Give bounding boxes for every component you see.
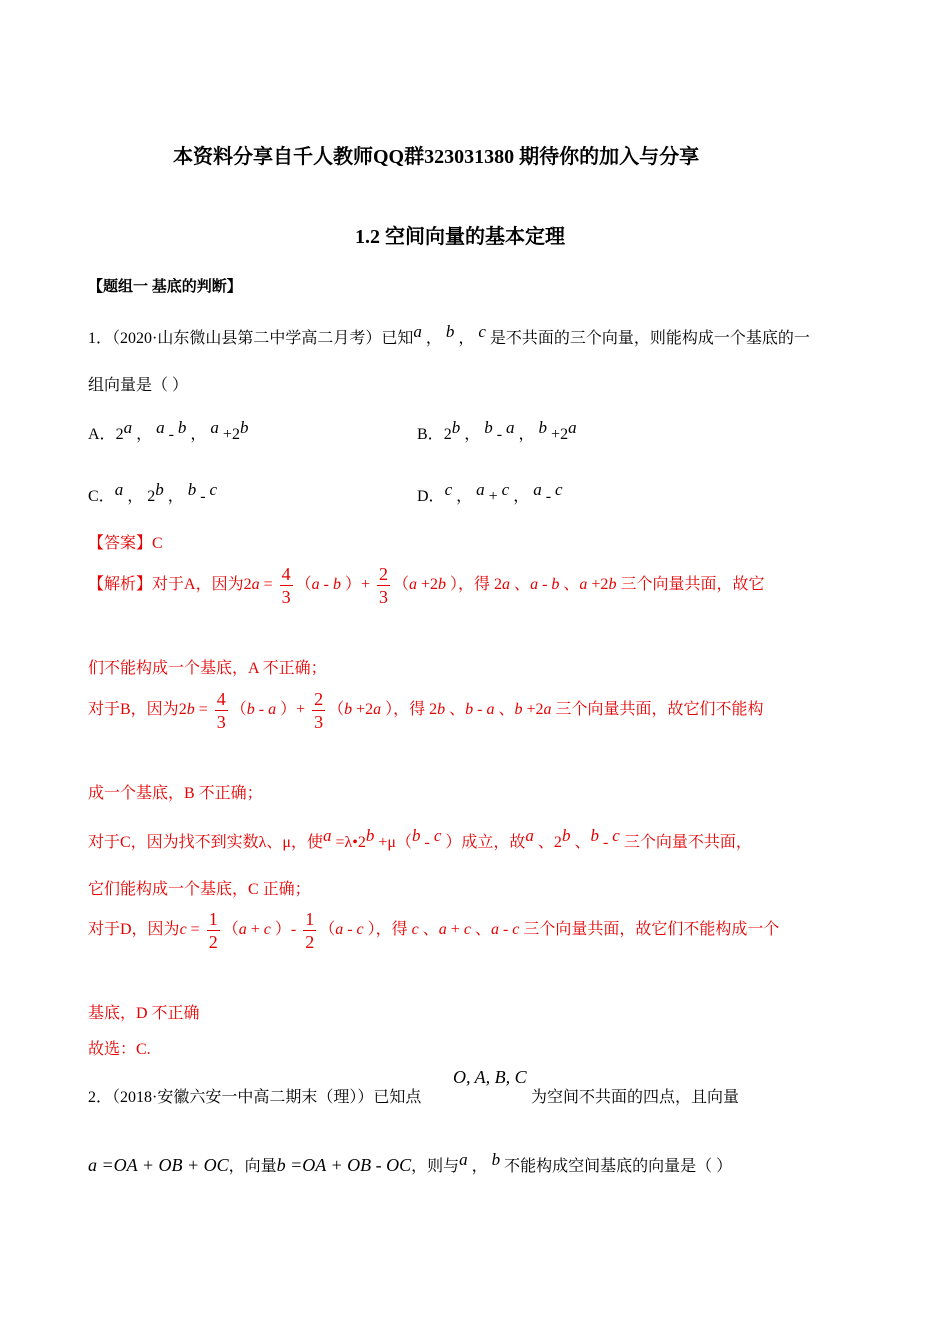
analysis-b-line2: 成一个基底，B 不正确； [88,785,263,802]
analysis-a-line1: 【解析】对于A，因为2a = $\frac{4}{3}$ （a - b ）+ $\frac{2}{3}$ （a +2b ），得 2a 、a - b 、a +2b 三个向量共面，故它 [88,564,765,607]
page-title: 1.2 空间向量的基本定理 [355,226,565,248]
question-2-stem-cont: 为空间不共面的四点，且向量 [531,1089,740,1106]
question-2-stem: 2．（2018·安徽六安一中高二期末（理））已知点 [88,1089,422,1106]
question-2-vectors: a =OA + OB + OC，向量b =OA + OB - OC，则与a ， b 不能构成空间基底的向量是（ ） [88,1150,733,1175]
option-a: A．2a ， a - b ， a +2b [88,418,249,443]
analysis-d-line2: 基底，D 不正确 [88,1005,200,1022]
conclusion: 故选：C. [88,1041,151,1058]
analysis-c-line2: 它们能构成一个基底，C 正确； [88,881,311,898]
option-c: C．a ， 2b ， b - c [88,480,218,505]
option-d: D．c ， a + c ， a - c [417,480,563,505]
analysis-a-line2: 们不能构成一个基底，A 不正确； [88,660,327,677]
answer-label: 【答案】C [88,535,163,552]
analysis-b-line1: 对于B，因为2b = $\frac{4}{3}$ （b - a ）+ $\frac{2}{3}$ （b +2a ），得 2b 、b - a 、b +2a 三个向量共面，故它们不能构 [88,689,764,732]
option-b: B．2b ， b - a ， b +2a [417,418,577,443]
points-label: O, A, B, C [453,1067,527,1087]
section-heading: 【题组一 基底的判断】 [88,279,242,295]
analysis-d-line1: 对于D，因为c = $\frac{1}{2}$ （a + c ）- $\frac{1}{2}$ （a - c ），得 c 、a + c 、a - c 三个向量共面，故它们不能构成一个 [88,909,780,952]
question-1-stem: 1．（2020·山东微山县第二中学高二月考）已知a ， b ， c 是不共面的三个向量，则能构成一个基底的一 [88,322,810,347]
analysis-c-line1: 对于C，因为找不到实数λ、μ，使a =λ•2b +μ（b - c ）成立，故a 、2b 、b - c 三个向量不共面， [88,826,752,851]
question-1-stem-cont: 组向量是（ ） [88,377,189,394]
page-header: 本资料分享自千人教师QQ群323031380 期待你的加入与分享 [173,146,700,168]
